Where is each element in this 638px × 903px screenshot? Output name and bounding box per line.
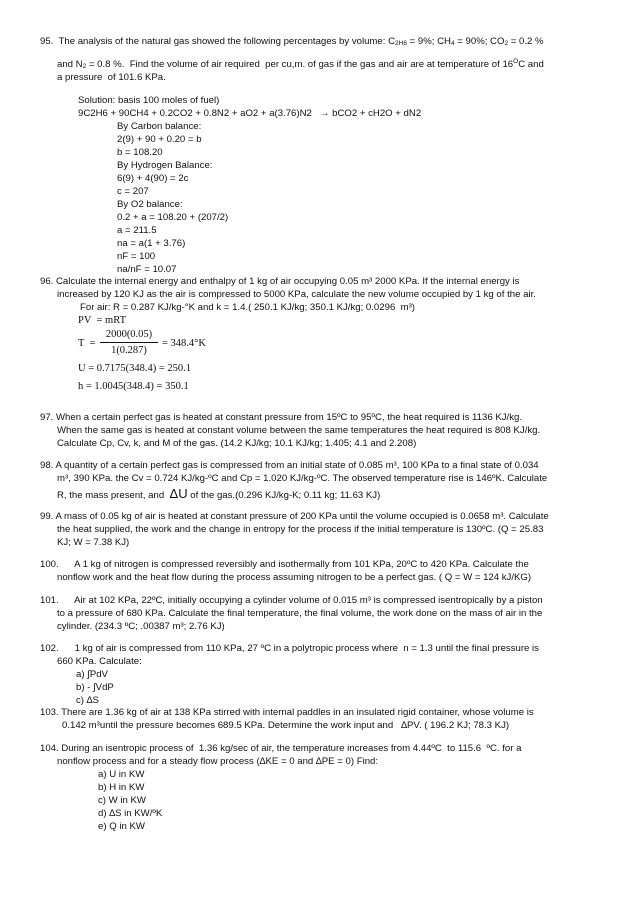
solution-step: a = 211.5	[117, 225, 157, 236]
solution-step: c = 207	[117, 186, 149, 197]
fraction-numerator: 2000(0.05)	[105, 329, 153, 340]
problem-102-line-2: 660 KPa. Calculate:	[57, 656, 142, 667]
fraction-denominator: 1(0.287)	[111, 345, 147, 356]
equation-t-rhs: = 348.4°K	[162, 338, 206, 349]
solution-step: na/nF = 10.07	[117, 264, 177, 275]
problem-101-line-2: to a pressure of 680 KPa. Calculate the final temperature, the final volume, the work done on the mass of air in the	[57, 608, 543, 619]
problem-98-line-3: R, the mass present, and ΔU of the gas.(0.296 KJ/kg-K; 0.11 kg; 11.63 KJ)	[57, 486, 381, 501]
problem-98-line-2: m³, 390 KPa. the Cv = 0.724 KJ/kg-ºC and Cp = 1.020 KJ/kg-ºC. The observed temperature rise is 146ºK. Calculate	[57, 473, 548, 484]
solution-step: By Hydrogen Balance:	[117, 160, 213, 171]
solution-step: na = a(1 + 3.76)	[117, 238, 186, 249]
equation-t-lhs: T =	[78, 338, 96, 349]
problem-104-item-c: c) W in KW	[98, 795, 146, 806]
equation-u: U = 0.7175(348.4) = 250.1	[78, 363, 192, 374]
problem-101-line-1: 101. Air at 102 KPa, 22ºC, initially occupying a cylinder volume of 0.015 m³ is compressed isentropically by a piston	[40, 595, 543, 606]
problem-104-line-1: 104. During an isentropic process of 1.36 kg/sec of air, the temperature increases from 4.44ºC to 115.6 ºC. for a	[40, 743, 522, 754]
problem-102-item-a: a) ∫PdV	[76, 669, 108, 680]
problem-99-line-2: the heat supplied, the work and the change in entropy for the process if the initial temperature is 130ºC. (Q = 25.83	[57, 524, 544, 535]
problem-103-line-1: 103. There are 1.36 kg of air at 138 KPa stirred with internal paddles in an insulated rigid container, whose volume is	[40, 707, 534, 718]
equation-pv: PV = mRT	[78, 315, 126, 326]
problem-100-line-1: 100. A 1 kg of nitrogen is compressed reversibly and isothermally from 101 KPa, 20ºC to 420 KPa. Calculate the	[40, 559, 529, 570]
problem-104-item-a: a) U in KW	[98, 769, 145, 780]
problem-95-line-1: 95. The analysis of the natural gas showed the following percentages by volume: C2H6 = 9%; CH4 = 90%; CO2 = 0.2 %	[40, 36, 544, 47]
problem-102-item-b: b) - ∫VdP	[76, 682, 114, 693]
problem-95-line-2: and N2 = 0.8 %. Find the volume of air required per cu,m. of gas if the gas and air are at temperature of $16^OC$ and	[57, 58, 544, 70]
problem-97-line-2: When the same gas is heated at constant volume between the same temperatures the heat required is 808 KJ/kg.	[57, 425, 541, 436]
problem-102-item-c: c) ∆S	[76, 695, 99, 706]
problem-95-line-3: a pressure of 101.6 KPa.	[57, 72, 166, 83]
solution-step: By Carbon balance:	[117, 121, 202, 132]
fraction-bar	[100, 342, 158, 343]
problem-103-line-2: 0.142 m³until the pressure becomes 689.5 KPa. Determine the work input and ∆PV. ( 196.2 KJ; 78.3 KJ)	[62, 720, 510, 731]
problem-96-line-1: 96. Calculate the internal energy and enthalpy of 1 kg of air occupying 0.05 m³ 2000 KPa. If the internal energy is	[40, 276, 520, 287]
problem-101-line-3: cylinder. (234.3 ºC; .00387 m³; 2.76 KJ)	[57, 621, 225, 632]
problem-104-line-2: nonflow process and for a steady flow process (∆KE = 0 and ∆PE = 0) Find:	[57, 756, 379, 767]
solution-basis: Solution: basis 100 moles of fuel)	[78, 95, 220, 106]
solution-step: By O2 balance:	[117, 199, 183, 210]
problem-100-line-2: nonflow work and the heat flow during the process assuming nitrogen to be a perfect gas. ( Q = W = 124 kJ/KG)	[57, 572, 532, 583]
solution-step: 2(9) + 90 + 0.20 = b	[117, 134, 202, 145]
problem-98-line-1: 98. A quantity of a certain perfect gas is compressed from an initial state of 0.085 m³, 100 KPa to a final state of 0.034	[40, 460, 539, 471]
problem-99-line-3: KJ; W = 7.38 KJ)	[57, 537, 130, 548]
problem-104-item-b: b) H in KW	[98, 782, 145, 793]
problem-96-line-2: increased by 120 KJ as the air is compressed to 5000 KPa, calculate the new volume occupied by 1 kg of the air.	[57, 289, 536, 300]
problem-104-item-d: d) ∆S in KW/ºK	[98, 808, 163, 819]
problem-104-item-e: e) Q in KW	[98, 821, 145, 832]
combustion-equation: 9C2H6 + 90CH4 + 0.2CO2 + 0.8N2 + aO2 + a(3.76)N2 → bCO2 + cH2O + dN2	[78, 108, 422, 119]
solution-step: nF = 100	[117, 251, 156, 262]
problem-97-line-3: Calculate Cp, Cv, k, and M of the gas. (14.2 KJ/kg; 10.1 KJ/kg; 1.405; 4.1 and 2.208)	[57, 438, 417, 449]
problem-102-line-1: 102. 1 kg of air is compressed from 110 KPa, 27 ºC in a polytropic process where n = 1.3 until the final pressure is	[40, 643, 539, 654]
equation-h: h = 1.0045(348.4) = 350.1	[78, 381, 189, 392]
solution-step: 6(9) + 4(90) = 2c	[117, 173, 189, 184]
solution-step: b = 108.20	[117, 147, 163, 158]
solution-step: 0.2 + a = 108.20 + (207/2)	[117, 212, 229, 223]
problem-97-line-1: 97. When a certain perfect gas is heated at constant pressure from 15ºC to 95ºC, the heat required is 1136 KJ/kg.	[40, 412, 522, 423]
problem-96-line-3: For air: R = 0.287 KJ/kg-°K and k = 1.4.( 250.1 KJ/kg; 350.1 KJ/kg; 0.0296 m³)	[80, 302, 415, 313]
problem-99-line-1: 99. A mass of 0.05 kg of air is heated at constant pressure of 200 KPa until the volume occupied is 0.0658 m³. Calculate	[40, 511, 549, 522]
